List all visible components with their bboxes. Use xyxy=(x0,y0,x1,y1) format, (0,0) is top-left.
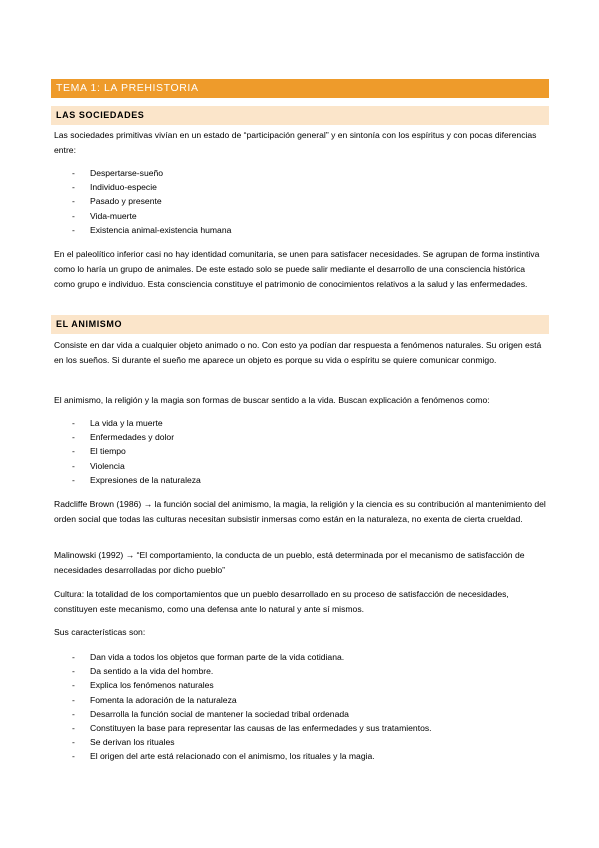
cultura-paragraph: Cultura: la totalidad de los comportamientos que un pueblo desarrollado en su proceso de satisfacción de necesidades, constituyen este mecanismo, como una defensa ante lo natural y ante sí mismos. xyxy=(54,589,509,614)
section-heading-bar-animismo xyxy=(51,315,549,334)
animismo-p1: Consiste en dar vida a cualquier objeto animado o no. Con esto ya podían dar respuesta a fenómenos naturales. Su origen está en los sueños. Si durante el sueño me aparece un objeto es porque su vida o espíritu se quiere comunicar conmigo. xyxy=(54,340,542,365)
list-item: - Enfermedades y dolor xyxy=(72,430,532,444)
list-item: - Violencia xyxy=(72,459,532,473)
malinowski-paragraph: Malinowski (1992) → “El comportamiento, la conducta de un pueblo, está determinada por el mecanismo de satisfacción de necesidades desarrolladas por dicho pueblo” xyxy=(54,550,525,575)
list-item: - Individuo-especie xyxy=(72,180,532,194)
list-item: - Da sentido a la vida del hombre. xyxy=(72,664,532,678)
section-heading-animismo: EL ANIMISMO xyxy=(56,319,123,329)
list-item: - Pasado y presente xyxy=(72,194,532,208)
caracteristicas-list xyxy=(72,650,532,764)
list-item: - Despertarse-sueño xyxy=(72,166,532,180)
list-item: - Existencia animal-existencia humana xyxy=(72,223,532,237)
list-item: - Dan vida a todos los objetos que forman parte de la vida cotidiana. xyxy=(72,650,532,664)
animismo-phenomena-list xyxy=(72,416,532,487)
chapter-title-bar xyxy=(51,79,549,98)
list-item: - Explica los fenómenos naturales xyxy=(72,678,532,692)
list-item: - Desarrolla la función social de mantener la sociedad tribal ordenada xyxy=(72,707,532,721)
list-item: - Se derivan los rituales xyxy=(72,735,532,749)
list-item: - Vida-muerte xyxy=(72,209,532,223)
radcliffe-brown-paragraph: Radcliffe Brown (1986) → la función social del animismo, la magia, la religión y la ciencia es su contribución al mantenimiento del orden social que todas las culturas necesitan subsistir inmersas como están en la naturaleza, no exenta de cierta crueldad. xyxy=(54,499,546,524)
section-heading-sociedades: LAS SOCIEDADES xyxy=(56,110,145,120)
sociedades-paragraph: En el paleolítico inferior casi no hay identidad comunitaria, se unen para satisfacer necesidades. Se agrupan de forma instintiva como lo haría un grupo de animales. De este estado solo se puede salir mediante el desarrollo de una consciencia histórica como grupo e individuo. Esta consciencia constituye el patrimonio de conocimientos relativos a la salud y las enfermedades. xyxy=(54,249,540,289)
list-item: - Expresiones de la naturaleza xyxy=(72,473,532,487)
sociedades-list xyxy=(72,166,532,237)
section-heading-bar-sociedades xyxy=(51,106,549,125)
list-item: - Constituyen la base para representar las causas de las enfermedades y sus tratamientos. xyxy=(72,721,532,735)
list-item: - El origen del arte está relacionado con el animismo, los rituales y la magia. xyxy=(72,749,532,763)
list-item: - El tiempo xyxy=(72,444,532,458)
caracteristicas-label: Sus características son: xyxy=(54,627,146,637)
list-item: - Fomenta la adoración de la naturaleza xyxy=(72,693,532,707)
list-item: - La vida y la muerte xyxy=(72,416,532,430)
sociedades-intro: Las sociedades primitivas vivían en un estado de “participación general” y en sintonía con los espíritus y con pocas diferencias entre: xyxy=(54,130,537,155)
animismo-p2: El animismo, la religión y la magia son formas de buscar sentido a la vida. Buscan explicación a fenómenos como: xyxy=(54,395,490,405)
chapter-title: TEMA 1: LA PREHISTORIA xyxy=(56,82,199,94)
